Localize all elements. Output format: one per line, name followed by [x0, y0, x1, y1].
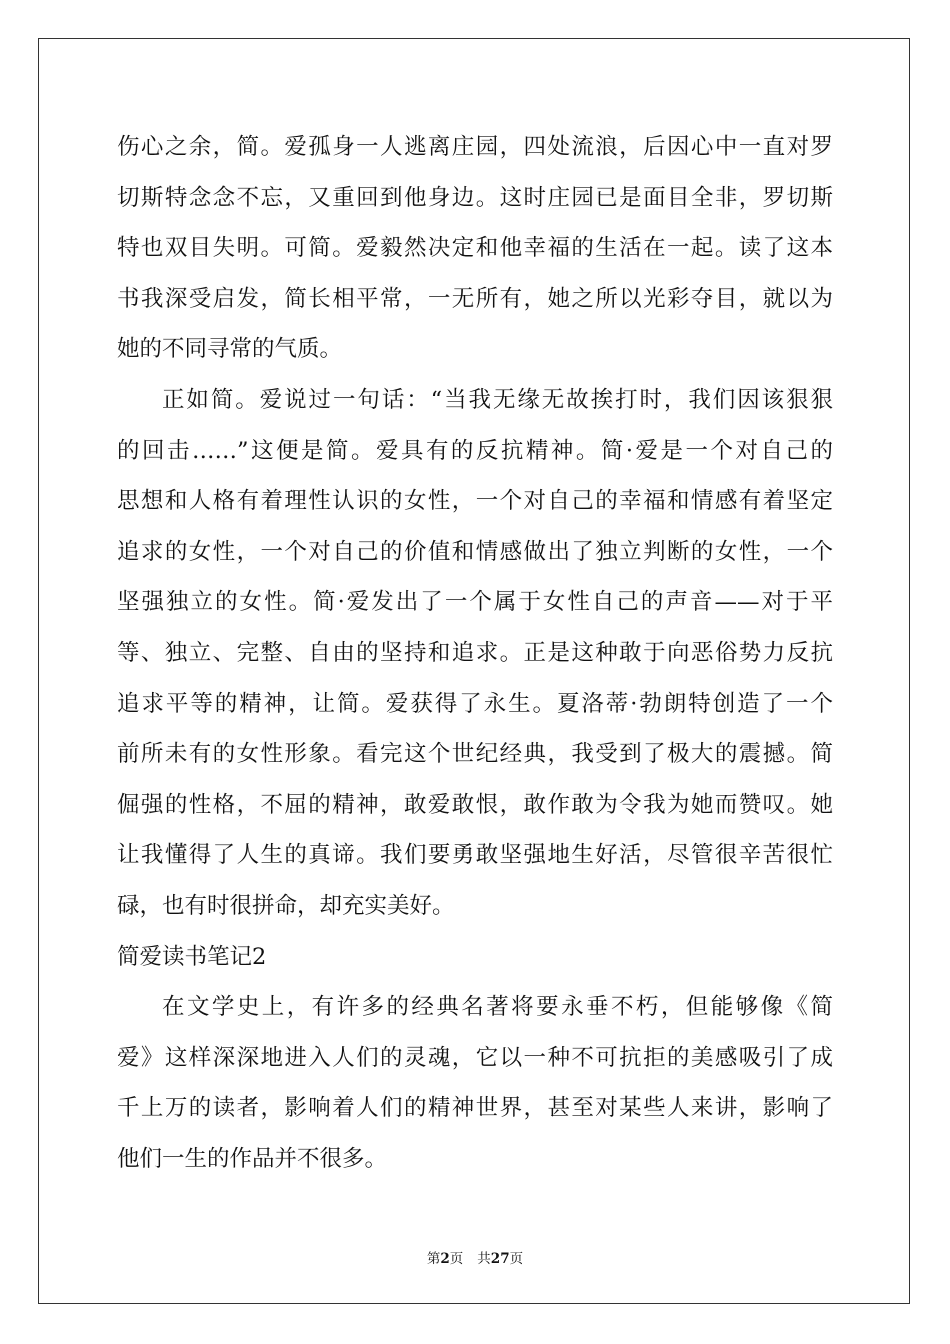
- text-line: 前所未有的女性形象。看完这个世纪经典，我受到了极大的震撼。简: [117, 741, 833, 768]
- total-pages: 27: [490, 1251, 510, 1267]
- text-line: 在文学史上，有许多的经典名著将要永垂不朽，但能够像《简: [162, 994, 833, 1021]
- text-line: 的回击……”这便是简。爱具有的反抗精神。简·爱是一个对自己的: [117, 437, 833, 464]
- paragraph-3: [117, 982, 833, 1184]
- text-line: 她的不同寻常的气质。: [117, 336, 343, 363]
- text-line: 坚强独立的女性。简·爱发出了一个属于女性自己的声音——对于平: [117, 589, 833, 616]
- text-line: 切斯特念念不忘，又重回到他身边。这时庄园已是面目全非，罗切斯: [117, 184, 833, 211]
- paragraph-1: [117, 122, 833, 375]
- paragraph-2: [117, 375, 833, 932]
- text-line: 他们一生的作品并不很多。: [117, 1145, 388, 1172]
- section-heading: 简爱读书笔记2: [117, 943, 267, 970]
- text-line: 千上万的读者，影响着人们的精神世界，甚至对某些人来讲，影响了: [117, 1095, 833, 1122]
- text-line: 追求的女性，一个对自己的价值和情感做出了独立判断的女性，一个: [117, 538, 833, 565]
- text-line: 特也双目失明。可简。爱毅然决定和他幸福的生活在一起。读了这本: [117, 235, 833, 262]
- text-line: 爱》这样深深地进入人们的灵魂，它以一种不可抗拒的美感吸引了成: [117, 1044, 833, 1071]
- page-number: 2: [440, 1251, 450, 1267]
- page-footer: [0, 1247, 950, 1267]
- text-line: 让我懂得了人生的真谛。我们要勇敢坚强地生好活，尽管很辛苦很忙: [117, 842, 833, 869]
- text-line: 碌，也有时很拼命，却充实美好。: [117, 892, 455, 919]
- text-line: 伤心之余，简。爱孤身一人逃离庄园，四处流浪，后因心中一直对罗: [117, 134, 833, 160]
- document-body: [117, 122, 833, 1184]
- text-line: 正如简。爱说过一句话：“当我无缘无故挨打时，我们因该狠狠: [162, 386, 833, 413]
- text-line: 倔强的性格，不屈的精神，敢爱敢恨，敢作敢为令我为她而赞叹。她: [117, 791, 833, 818]
- footer-total-prefix: 共: [477, 1251, 491, 1267]
- text-line: 书我深受启发，简长相平常，一无所有，她之所以光彩夺目，就以为: [117, 285, 833, 312]
- footer-prefix: 第: [426, 1251, 441, 1267]
- text-line: 等、独立、完整、自由的坚持和追求。正是这种敢于向恶俗势力反抗: [117, 639, 833, 666]
- text-line: 思想和人格有着理性认识的女性，一个对自己的幸福和情感有着坚定: [117, 488, 833, 515]
- footer-total-suffix: 页: [509, 1251, 524, 1267]
- footer-page-suffix: 页: [449, 1251, 464, 1267]
- text-line: 追求平等的精神，让简。爱获得了永生。夏洛蒂·勃朗特创造了一个: [117, 690, 833, 717]
